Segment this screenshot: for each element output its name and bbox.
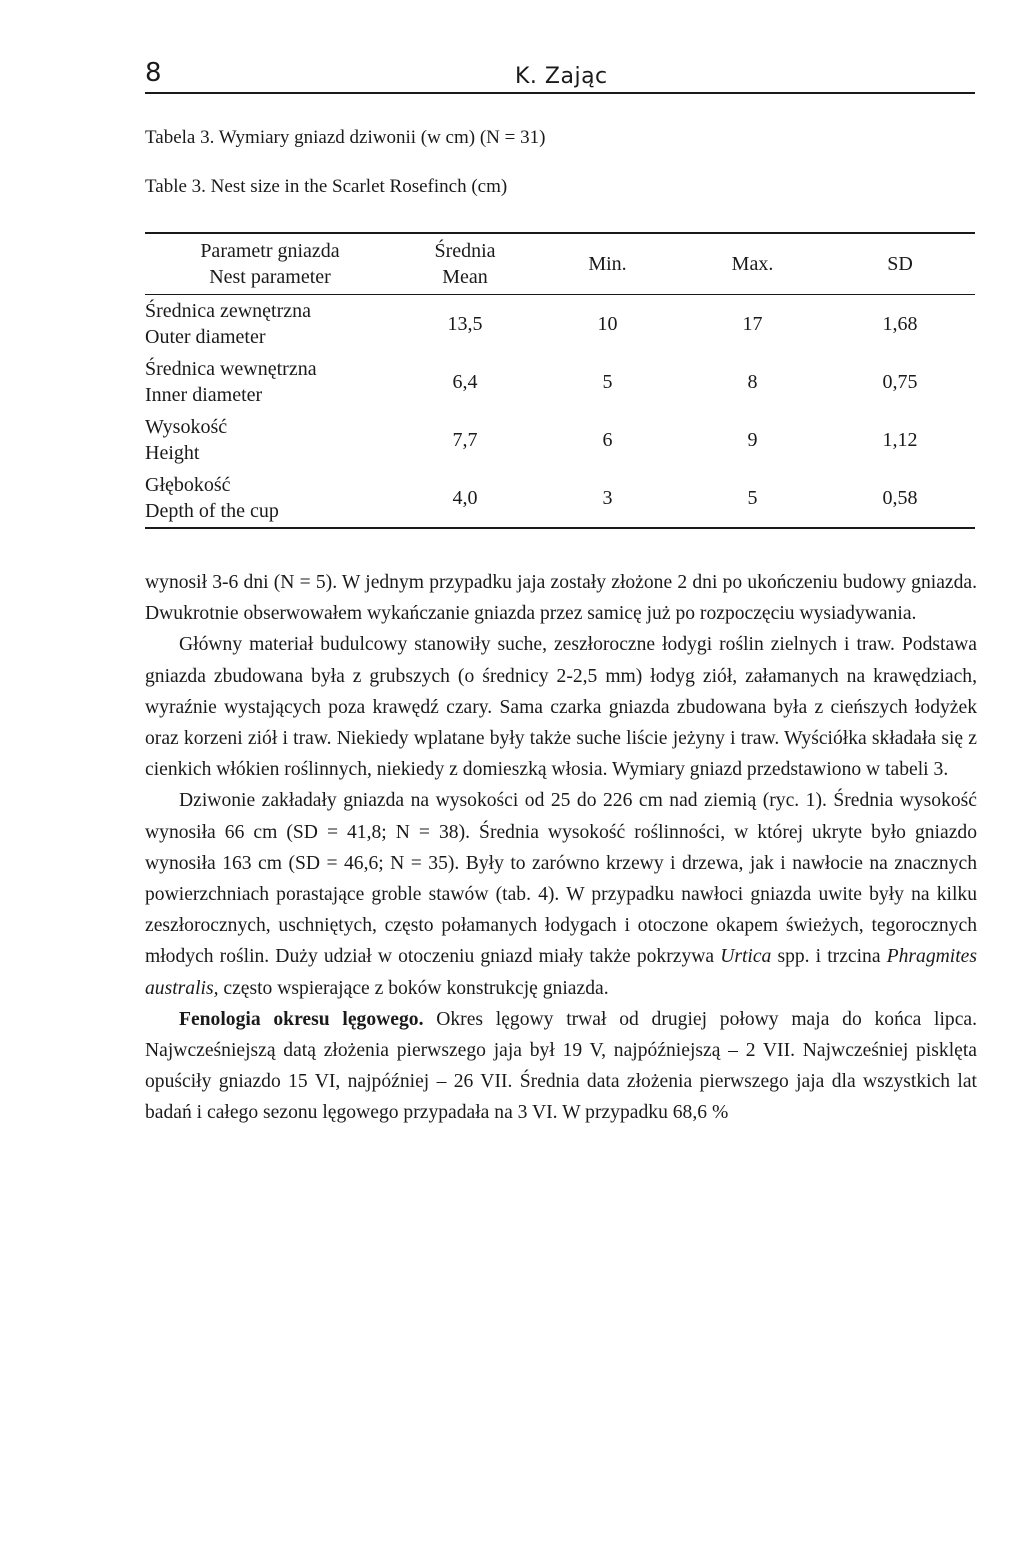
row-mean: 13,5 [447, 313, 483, 335]
table [145, 232, 975, 529]
row-mean: 4,0 [452, 487, 478, 509]
row-parameter-en: Depth of the cup [145, 500, 279, 522]
species-name-phragmites: Phragmites australis, [145, 946, 977, 999]
header-min: Min. [588, 253, 627, 275]
row-mean: 7,7 [452, 429, 478, 451]
page-header [145, 58, 975, 98]
row-min: 5 [602, 371, 613, 393]
header-mean-en: Mean [442, 266, 488, 288]
row-parameter-pl: Wysokość [145, 416, 228, 438]
paragraph-nest-building: wynosił 3-6 dni (N = 5). W jednym przypadku jaja zostały złożone 2 dni po ukończeniu budowy gniazda. Dwukrotnie obserwowałem wykańczanie gniazda przez samicę już po rozpoczęciu wysiadywania. [145, 572, 977, 625]
paragraph-phenology [145, 1004, 977, 1129]
table-row [145, 469, 975, 528]
table-caption-polish: Tabela 3. Wymiary gniazd dziwonii (w cm) (N = 31) [145, 127, 546, 148]
table-caption-english: Table 3. Nest size in the Scarlet Rosefinch (cm) [145, 176, 508, 197]
row-parameter [145, 411, 395, 469]
row-sd: 1,68 [882, 313, 918, 335]
row-parameter-en: Height [145, 442, 200, 464]
row-mean: 6,4 [452, 371, 478, 393]
row-max: 9 [747, 429, 758, 451]
paragraph-nest-height [145, 785, 977, 1003]
row-max: 5 [747, 487, 758, 509]
header-parameter-pl: Parametr gniazda [200, 240, 340, 262]
paragraph-text: Okres lęgowy trwał od drugiej połowy maja do końca lipca. Najwcześniejszą datą złożenia pierwszego jaja był 19 V, najpóźniejszą – 2 VII. Najwcześniej pisklęta opuściły gniazdo 15 VI, najpóźniej – 26 VII. Średnia data złożenia pierwszego jaja dla wszystkich lat badań i całego sezonu lęgowego przypadała na 3 VI. W przypadku 68,6 % [145, 1008, 977, 1124]
paragraph-text: spp. i trzcina [771, 946, 887, 968]
row-parameter-pl: Średnica wewnętrzna [145, 358, 317, 380]
body-text [145, 567, 977, 1129]
row-max: 8 [747, 371, 758, 393]
row-parameter [145, 353, 395, 411]
row-parameter-en: Outer diameter [145, 326, 266, 348]
header-parameter-en: Nest parameter [209, 266, 331, 288]
row-min: 10 [597, 313, 618, 335]
species-name-urtica: Urtica [720, 946, 772, 968]
row-parameter-pl: Głębokość [145, 474, 231, 496]
row-min: 6 [602, 429, 613, 451]
header-mean [395, 233, 535, 295]
row-parameter-en: Inner diameter [145, 384, 263, 406]
table-header-row [145, 233, 975, 295]
running-head: K. Zając [515, 64, 608, 89]
table-row [145, 411, 975, 469]
row-sd: 1,12 [882, 429, 918, 451]
row-parameter-pl: Średnica zewnętrzna [145, 300, 312, 322]
header-parameter [145, 233, 395, 295]
header-rule [145, 92, 975, 94]
page-number: 8 [145, 58, 162, 88]
paragraph-nest-material: Główny materiał budulcowy stanowiły suche, zeszłoroczne łodygi roślin zielnych i traw. Podstawa gniazda zbudowana była z grubszych (o średnicy 2-2,5 mm) łodyg ziół, załamanych na krawędziach, wyraźnie wystających poza krawędź czary. Sama czarka gniazda zbudowana była z cieńszych łodyżek oraz korzeni ziół i traw. Niekiedy wplatane były także suche liście jeżyny i traw. Wyściółka składała się z cienkich włókien roślinnych, niekiedy z domieszką włosia. Wymiary gniazd przedstawiono w tabeli 3. [145, 634, 977, 781]
header-max: Max. [731, 253, 774, 275]
table-row [145, 295, 975, 354]
row-max: 17 [742, 313, 763, 335]
nest-size-table [145, 232, 975, 529]
header-sd: SD [887, 253, 913, 275]
row-sd: 0,75 [882, 371, 918, 393]
row-min: 3 [602, 487, 613, 509]
table-row [145, 353, 975, 411]
header-mean-pl: Średnia [434, 240, 496, 262]
paragraph-text: często wspierające z boków konstrukcję gniazda. [218, 977, 609, 999]
row-parameter [145, 295, 395, 354]
row-parameter [145, 469, 395, 528]
section-heading-phenology: Fenologia okresu lęgowego. [179, 1008, 424, 1030]
paragraph-text: Dziwonie zakładały gniazda na wysokości od 25 do 226 cm nad ziemią (ryc. 1). Średnia wysokość wynosiła 66 cm (SD = 41,8; N = 38). Średnia wysokość roślinności, w której ukryte było gniazdo wynosiła 163 cm (SD = 46,6; N = 35). Były to zarówno krzewy i drzewa, jak i nawłocie na znacznych powierzchniach porastające groble stawów (tab. 4). W przypadku nawłoci gniazda uwite były na kilku zeszłorocznych, uschniętych, często połamanych łodygach i otoczone okapem świeżych, tegorocznych młodych roślin. Duży udział w otoczeniu gniazd miały także pokrzywa [145, 790, 977, 968]
row-sd: 0,58 [882, 487, 918, 509]
